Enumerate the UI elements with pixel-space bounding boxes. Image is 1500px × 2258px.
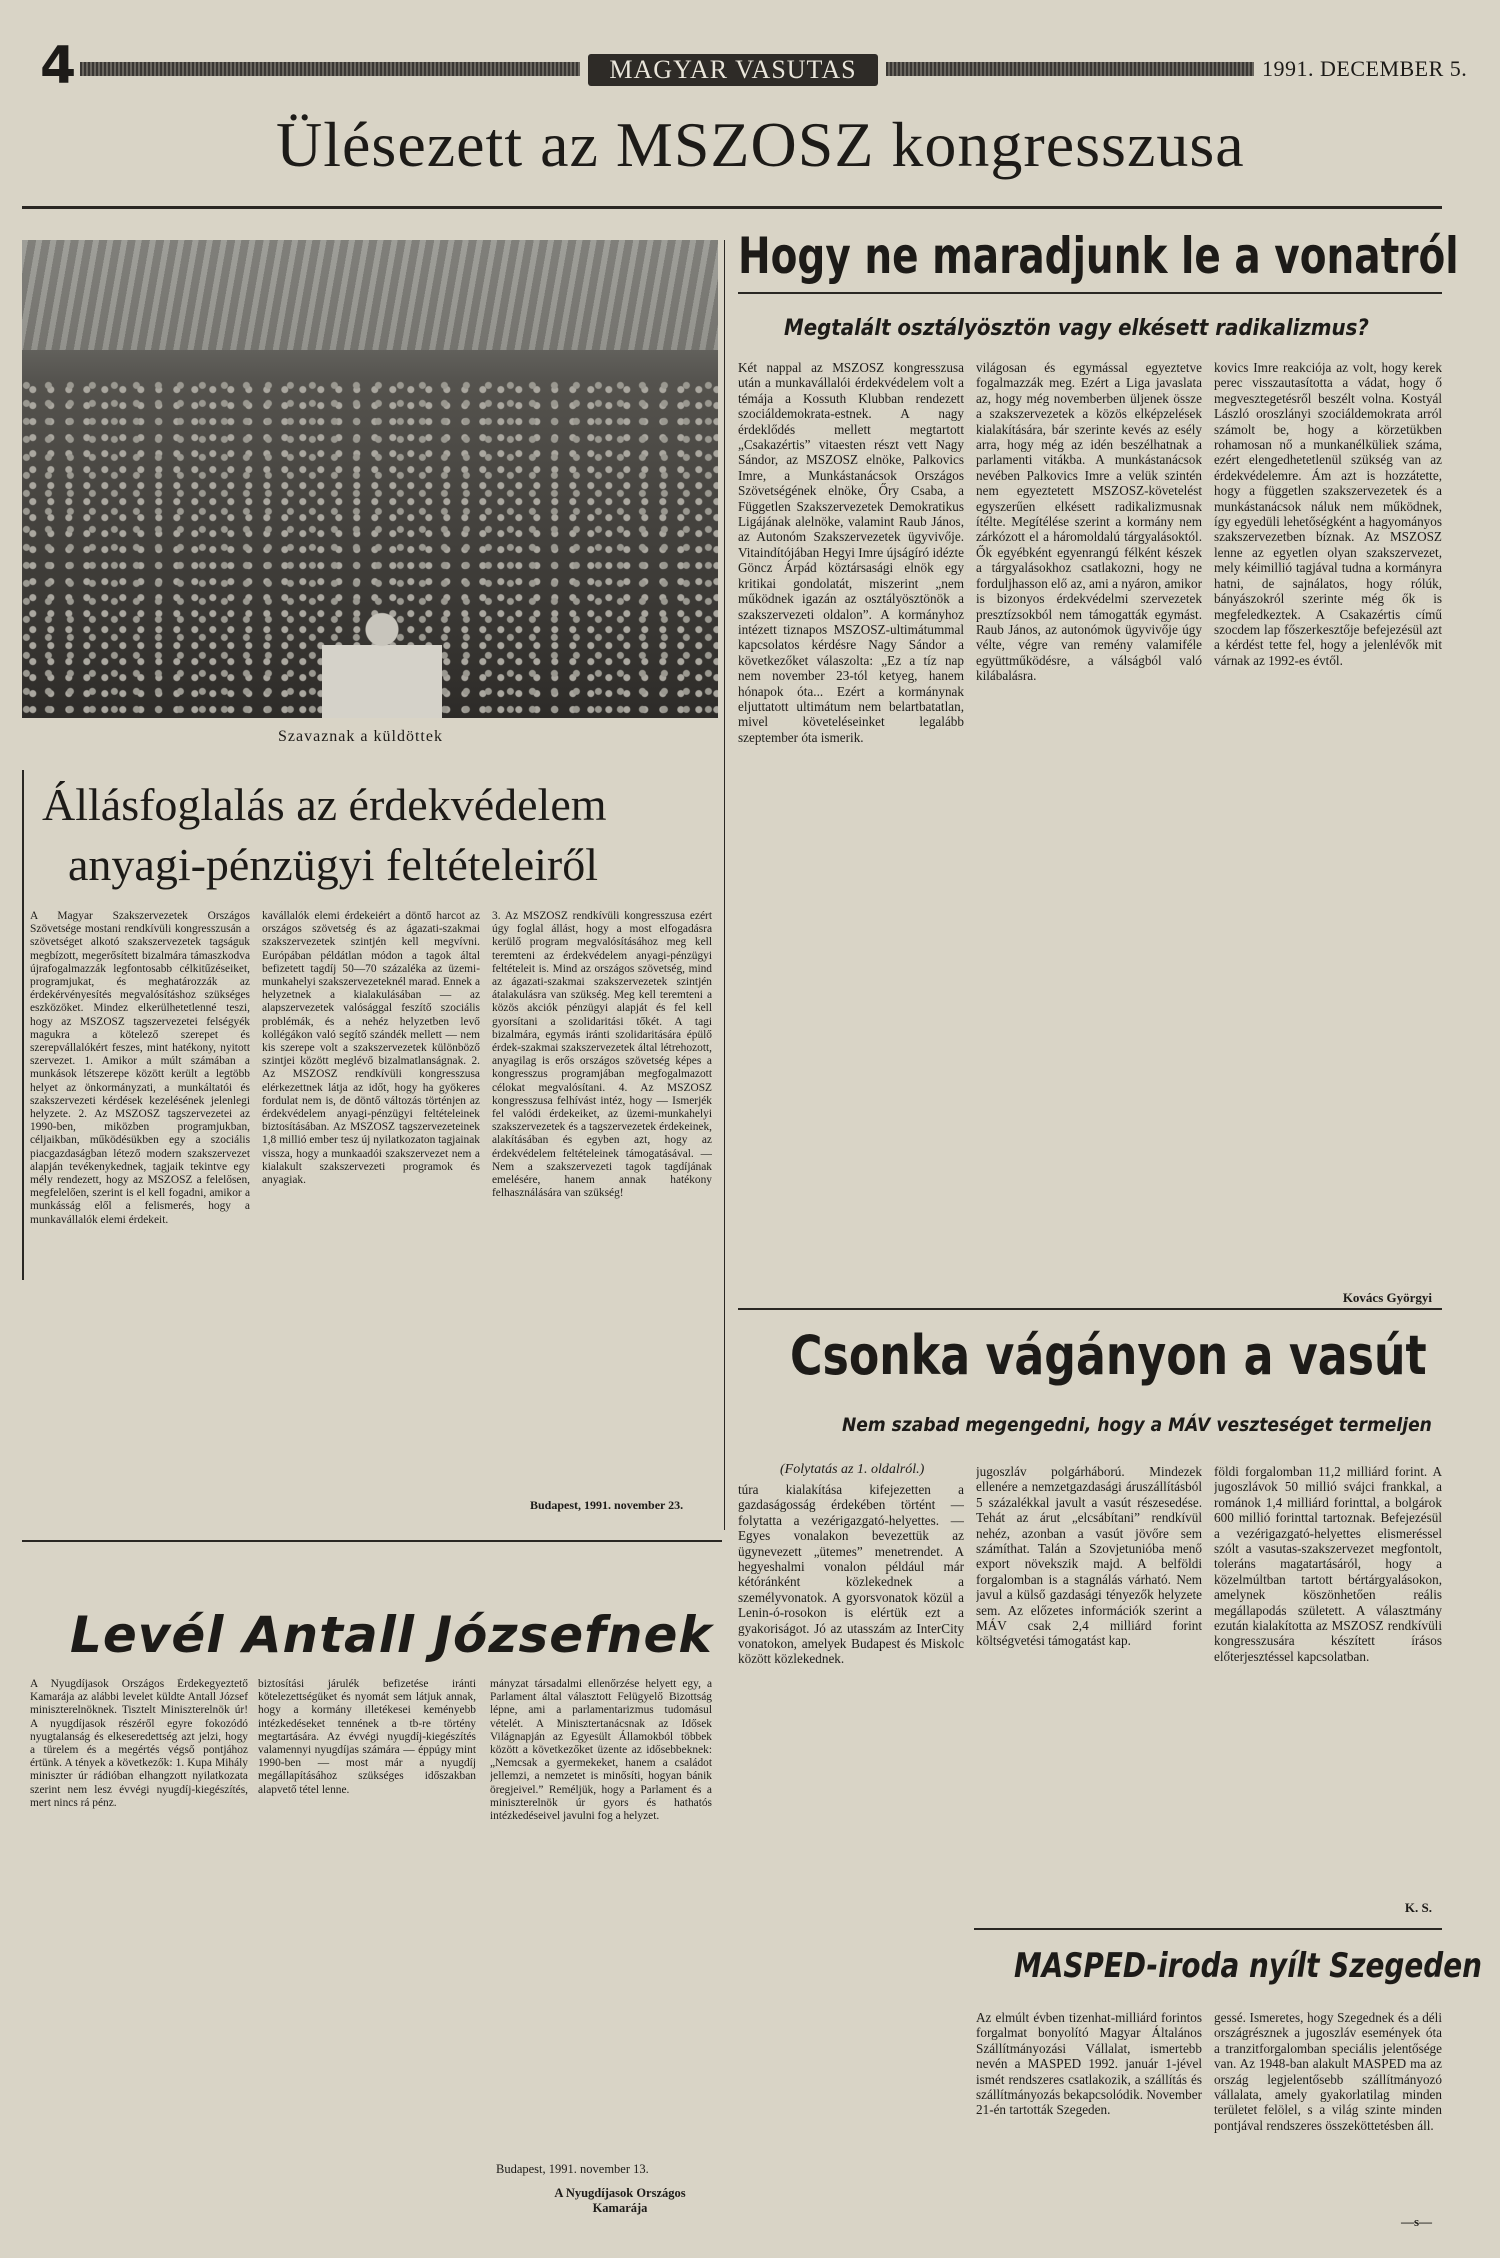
article3-col1: túra kialakítása kifejezetten a gazdaságosság érdekében történt — folytatta a vezérigazgató-helyettes. — Egyes vonalakon bevezettük az ügynevezett „ütemes” menetrendet. A hegyeshalmi vonalon például már kétóránként közlekednek a személyvonatok. A gyorsvonatok közül a Lenin-ó-rosokon is elértük ezt a gyakoriságot. Jó az utasszám az InterCity vonatokon, amelyek Budapest és Miskolc között közlekednek. [738, 1482, 964, 1667]
article3-top-rule [738, 1308, 1442, 1310]
article5-signature: —s— [1400, 2214, 1432, 2229]
article1-col2: kavállalók elemi érdekeiért a döntő harcot az országos szövetség és az ágazati-szakmai szakszervezetek szintjén kell megvívni. Európában példátlan módon a tagok által befizetett tagdíj 50—70 százaléka az üzemi-munkahelyi szakszervezeteknél marad. Ennek a helyzetnek a kialakulásában — az alapszervezetek valósággal feszítő szociális problémák, és a nehéz helyzetben levő kollégákon való segítő szándék mellett — nem kis szerepe volt a szakszervezetek különböző szintjei között meglévő bizalmatlanságnak. 2. Az MSZOSZ rendkívüli kongresszusa elérkezettnek látja az időt, hogy ha gyökeres fordulat nem is, de döntő változás történjen az érdekvédelem anyagi-pénzügyi feltételeinek biztosításában. Az MSZOSZ tagszervezeteinek 1,8 millió ember tesz új nyilatkozaton tagjainak vissza, hogy a munkaadói szakszervezet nem a kialakult szakszervezeti programok és anyagiak. [262, 910, 480, 1187]
article1-title-line1: Állásfoglalás az érdekvédelem [42, 779, 607, 830]
article4-top-rule [22, 1540, 722, 1542]
article4-col2: biztosítási járulék befizetése iránti kötelezettségüket és nyomát sem látjuk annak, hogy a kormány illetékesei keményebb intézkedéseket tennének a tb-re történy megtartására. Az évvégi nyugdíj-kiegészítés valamennyi nyugdíjas számára — éppúgy mint 1990-ben — most már a nyugdíj megállapításához szükséges időszakban alapvető tétel lenne. [258, 1678, 476, 1796]
article5-top-rule [974, 1928, 1442, 1930]
issue-date: 1991. DECEMBER 5. [1262, 56, 1468, 81]
congress-photo [22, 240, 718, 718]
article1-left-rule [22, 770, 24, 1280]
article4-col1: A Nyugdíjasok Országos Érdekegyeztető Kamarája az alábbi levelet küldte Antall József miniszterelnöknek. Tisztelt Miniszterelnök úr! A nyugdíjasok részéről egyre fokozódó nyugtalanság és elkeseredettség azt jelzi, hogy a türelem és a megértés végső pontjához értünk. A tények a következők: 1. Kupa Mihály miniszter úr rádióban elhangzott nyilatkozata szerint nem lesz évvégi nyugdíj-kiegészítés, mert nincs rá pénz. [30, 1678, 248, 1809]
masthead-bar-left [80, 62, 580, 76]
article3-col3: földi forgalomban 11,2 milliárd forint. A jugoszlávok 50 millió svájci frankkal, a románok 1,4 milliárd forinttal, a bolgárok 600 millió forinttal tartoznak. Befejezésül a vezérigazgató-helyettes elismeréssel szólt a vasutas-szakszervezet megfontolt, toleráns magatartásáról, hogy a közelmúltban tartott bértárgyalásokon, amelynek köszönhetően reális megállapodás született. A választmány ezután kialakította az MSZOSZ rendkívüli kongresszusára készített írásos előterjesztéssel kapcsolatban. [1214, 1464, 1442, 1664]
article5-col1: Az elmúlt évben tizenhat-milliárd forintos forgalmat bonyolító Magyar Általános Szállítmányozási Vállalat, ismertebb nevén a MASPED 1992. január 1-jével ismét rendszeres csatlakozik, a szállítás és szállítmányozás bekapcsolódik. November 21-én tartották Szegeden. [976, 2010, 1202, 2118]
photo-caption: Szavaznak a küldöttek [278, 728, 443, 745]
column-divider [724, 240, 725, 1530]
article1-col3: 3. Az MSZOSZ rendkívüli kongresszusa ezért úgy foglal állást, hogy a most elfogadásra kerülő program megvalósításához meg kell teremteni az érdekvédelem anyagi-pénzügyi feltételeit is. Mind az országos szövetség, mind az ágazati-szakmai szakszervezetek szintjén átalakulásra van szükség. Meg kell teremteni a közös akciók pénzügyi alapját és fel kell gyorsítani a szolidaritási tőkét. A tagi bizalmára, egymás iránti szolidaritására épülő érdek-szakmai szakszervezetek által létrehozott, anyagilag is erős országos szövetség képes a kongresszus programjában megfogalmazott célokat megvalósítani. 4. Az MSZOSZ kongresszusa felhívást intéz, hogy — Ismerjék fel valódi érdekeiket, az üzemi-munkahelyi szakszervezetek és a tagszervezetek érdekeinek, alakításában és egyben azt, hogy az érdekvédelem feltételeinek támogatásával. — Nem a szakszervezeti tagok tagdíjának emelésére, hanem annak hatékony felhasználására van szükség! [492, 910, 712, 1200]
article2-title: Hogy ne maradjunk le a vonatról [738, 227, 1459, 285]
article2-col3: kovics Imre reakciója az volt, hogy kerek perec visszautasította a vádat, hogy ő megvesztegetésről beszélt volna. Kostyál László oroszlányi szociáldemokrata arról számolt be, hogy a körzetükben rohamosan nő a munkanélküliek száma, ezért elengedhetetlenül szükség van az érdekvédelemre. Ám azt is hozzátette, hogy a független szakszervezetek és a munkástanácsok náluk nem működnek, így egyedüli lehetőségként a hagyományos szakszervezetben bíznak. Az MSZOSZ lenne az egyetlen olyan szakszervezet, mely kéimillió tagjával tudna a kormányra hatni, de sajnálatos, hogy rólúk, bányászokról szerinte még ők is megfeledkeztek. A Csakazértis című szocdem lap főszerkesztője befejezésül azt a kérdést tette fel, hogy a jelenlévők mit várnak az 1992-es évtől. [1214, 360, 1442, 668]
article2-signature: Kovács Györgyi [1342, 1290, 1432, 1305]
article2-title-rule [738, 292, 1442, 294]
article2-col2: világosan és egymással egyeztetve fogalmazzák meg. Ezért a Liga javaslata az, hogy még novemberben üljenek össze a szakszervezetek a közös elképzelések kialakítására, bár szerinte kevés az esély arra, hogy még az idén beszélhatnak a parlamenti vitákba. A munkástanácsok nevében Palkovics Imre a velük szintén nem egyeztetett MSZOSZ-követelést egyszerűen elkésett radikalizmusnak ítélte. Megítélése szerint a kormány nem zárkózott el a háromoldalú tárgyalásoktól. Ők egyébként egyenrangú félként készek a tárgyalásokhoz csatlakozni, hogy ne forduljhasson elő az, ami a nyáron, amikor is bizonyos érdekvédelmi szervezetek presztízsokból nem támogatták egymást. Raub János, az autonómok ügyvivője úgy vélte, végre van remény valamiféle együttműködésre, a válságból való kilábalásra. [976, 360, 1202, 684]
article5-col2: gessé. Ismeretes, hogy Szegednek és a déli országrésznek a jugoszláv események óta a tranzitforgalomban speciális jelentősége van. Az 1948-ban alakult MASPED ma az ország legjelentősebb szállítmányozó vállalata, amely gyakorlatilag minden területet felölel, s a világ szinte minden pontjával rendszeres összeköttetésben áll. [1214, 2010, 1442, 2133]
article2-subtitle: Megtalált osztályösztön vagy elkésett radikalizmus? [784, 316, 1369, 341]
article4-title: Levél Antall Józsefnek [70, 1606, 713, 1664]
article1-col1: A Magyar Szakszervezetek Országos Szövetsége mostani rendkívüli kongresszusán a szövetséget alkotó szakszervezetek tagságuk megbízott, megerősített bizalmára támaszkodva újrafogalmazzák legfontosabb célkitűzéseiket, programjukat, és meghatározzák az érdekérvényesítés megvalósításhoz szükséges eszközöket. Mindez elkerülhetetlenné teszi, hogy az MSZOSZ tagszervezetei felségyék magukra a kötelező szerepet és szerepvállalókért feszes, mint hatékony, nyitott szervezet. 1. Amikor a múlt számában a munkások létszerepe között került a legtöbb helyet az önkormányzati, a munkáltatói és szakszervezeti kérdések kezelésének jelenlegi helyzete. 2. Az MSZOSZ tagszervezetei az 1990-ben, miközben programjukban, céljaikban, működésükben egy a szociális piacgazdaságban létező modern szakszervezet alapján tevékenykednek, tagjaik tekintve egy mély rendezett, hogy az MSZOSZ a felelősen, megfelelően, szerint is el kell fogadni, amikor a munkásság elől a felismerés, hogy a munkavállalók elemi érdekeit. [30, 910, 250, 1226]
article4-date: Budapest, 1991. november 13. [496, 2162, 649, 2176]
masthead-bar-right [886, 62, 1254, 76]
article3-signature: K. S. [1404, 1900, 1432, 1915]
article3-subtitle: Nem szabad megengedni, hogy a MÁV veszteséget termeljen [842, 1414, 1432, 1436]
article4-col3: mányzat társadalmi ellenőrzése helyett egy, a Parlament által választott Felügyelő Bizottság lépne, ami a parlamentarizmus tudomásul vételét. A Minisztertanácsnak az Idősek Világnapján az Egyesült Államokból többek között a következőket üzente az idősebbeknek: „Nemcsak a gyermekeket, hanem a családot jellemzi, a nemzetet is minősíti, hogyan bánik öregjeivel.” Reméljük, hogy a Parlament és a miniszterelnök úr gyors és hathatós intézkedéseivel javulni fog a helyzet. [490, 1678, 712, 1823]
article3-title: Csonka vágányon a vasút [790, 1324, 1427, 1387]
article4-signature: A Nyugdíjasok Országos Kamarája [554, 2186, 686, 2215]
headline-rule [22, 206, 1442, 209]
page-number: 4 [40, 36, 77, 96]
main-headline: Ülésezett az MSZOSZ kongresszusa [276, 109, 1245, 180]
paper-name: MAGYAR VASUTAS [588, 54, 878, 86]
article1-signature: Budapest, 1991. november 23. [530, 1498, 684, 1512]
article2-col1: Két nappal az MSZOSZ kongresszusa után a munkavállalói érdekvédelem volt a témája a Kossuth Klubban rendezett szociáldemokrata-estnek. A nagy érdeklődés mellett megtartott „Csakazértis” vitaesten részt vett Nagy Sándor, az MSZOSZ elnöke, Palkovics Imre, a Munkástanácsok Országos Szövetségének elnöke, Őry Csaba, a Független Szakszervezetek Demokratikus Ligájának alelnöke, valamint Raub János, az Autonóm Szakszervezetek ügyvivője. Vitaindítójában Hegyi Imre újságíró idézte Göncz Árpád köztársasági elnök egy kritikai gondolatát, miszerint „nem működnek igazán az osztályösztönök a szakszervezeti oldalon”. A kormányhoz intézett tiznapos MSZOSZ-ultimátummal kapcsolatos kérdésre Nagy Sándor a következőket válaszolta: „Ez a tíz nap nem november 23-tól ketyeg, hanem hónapok óta... Ezért a kormánynak eljuttatott ultimátum nem belartbatatlan, mivel követeléseinket legalább szeptember óta ismerik. [738, 360, 964, 745]
article5-title: MASPED-iroda nyílt Szegeden [1014, 1946, 1483, 1986]
article3-col2: jugoszláv polgárháború. Mindezek ellenére a nemzetgazdasági áruszállításból 5 százalékkal javult a vasút részesedése. Tehát az árut „elcsábítani” rendkívül nehéz, azonban a vasút jövőre sem számíthat. Talán a Szovjetunióba menő export növekszik majd. A belföldi forgalomban is a stagnálás várható. Nem javul a külső gazdasági tényezők helyzete sem. Az előzetes információk szerint a MÁV csak 2,4 milliárd forint költségvetési támogatást kap. [976, 1464, 1202, 1649]
article1-title-line2: anyagi-pénzügyi feltételeiről [68, 839, 599, 890]
article3-lead: (Folytatás az 1. oldalról.) [780, 1462, 925, 1477]
